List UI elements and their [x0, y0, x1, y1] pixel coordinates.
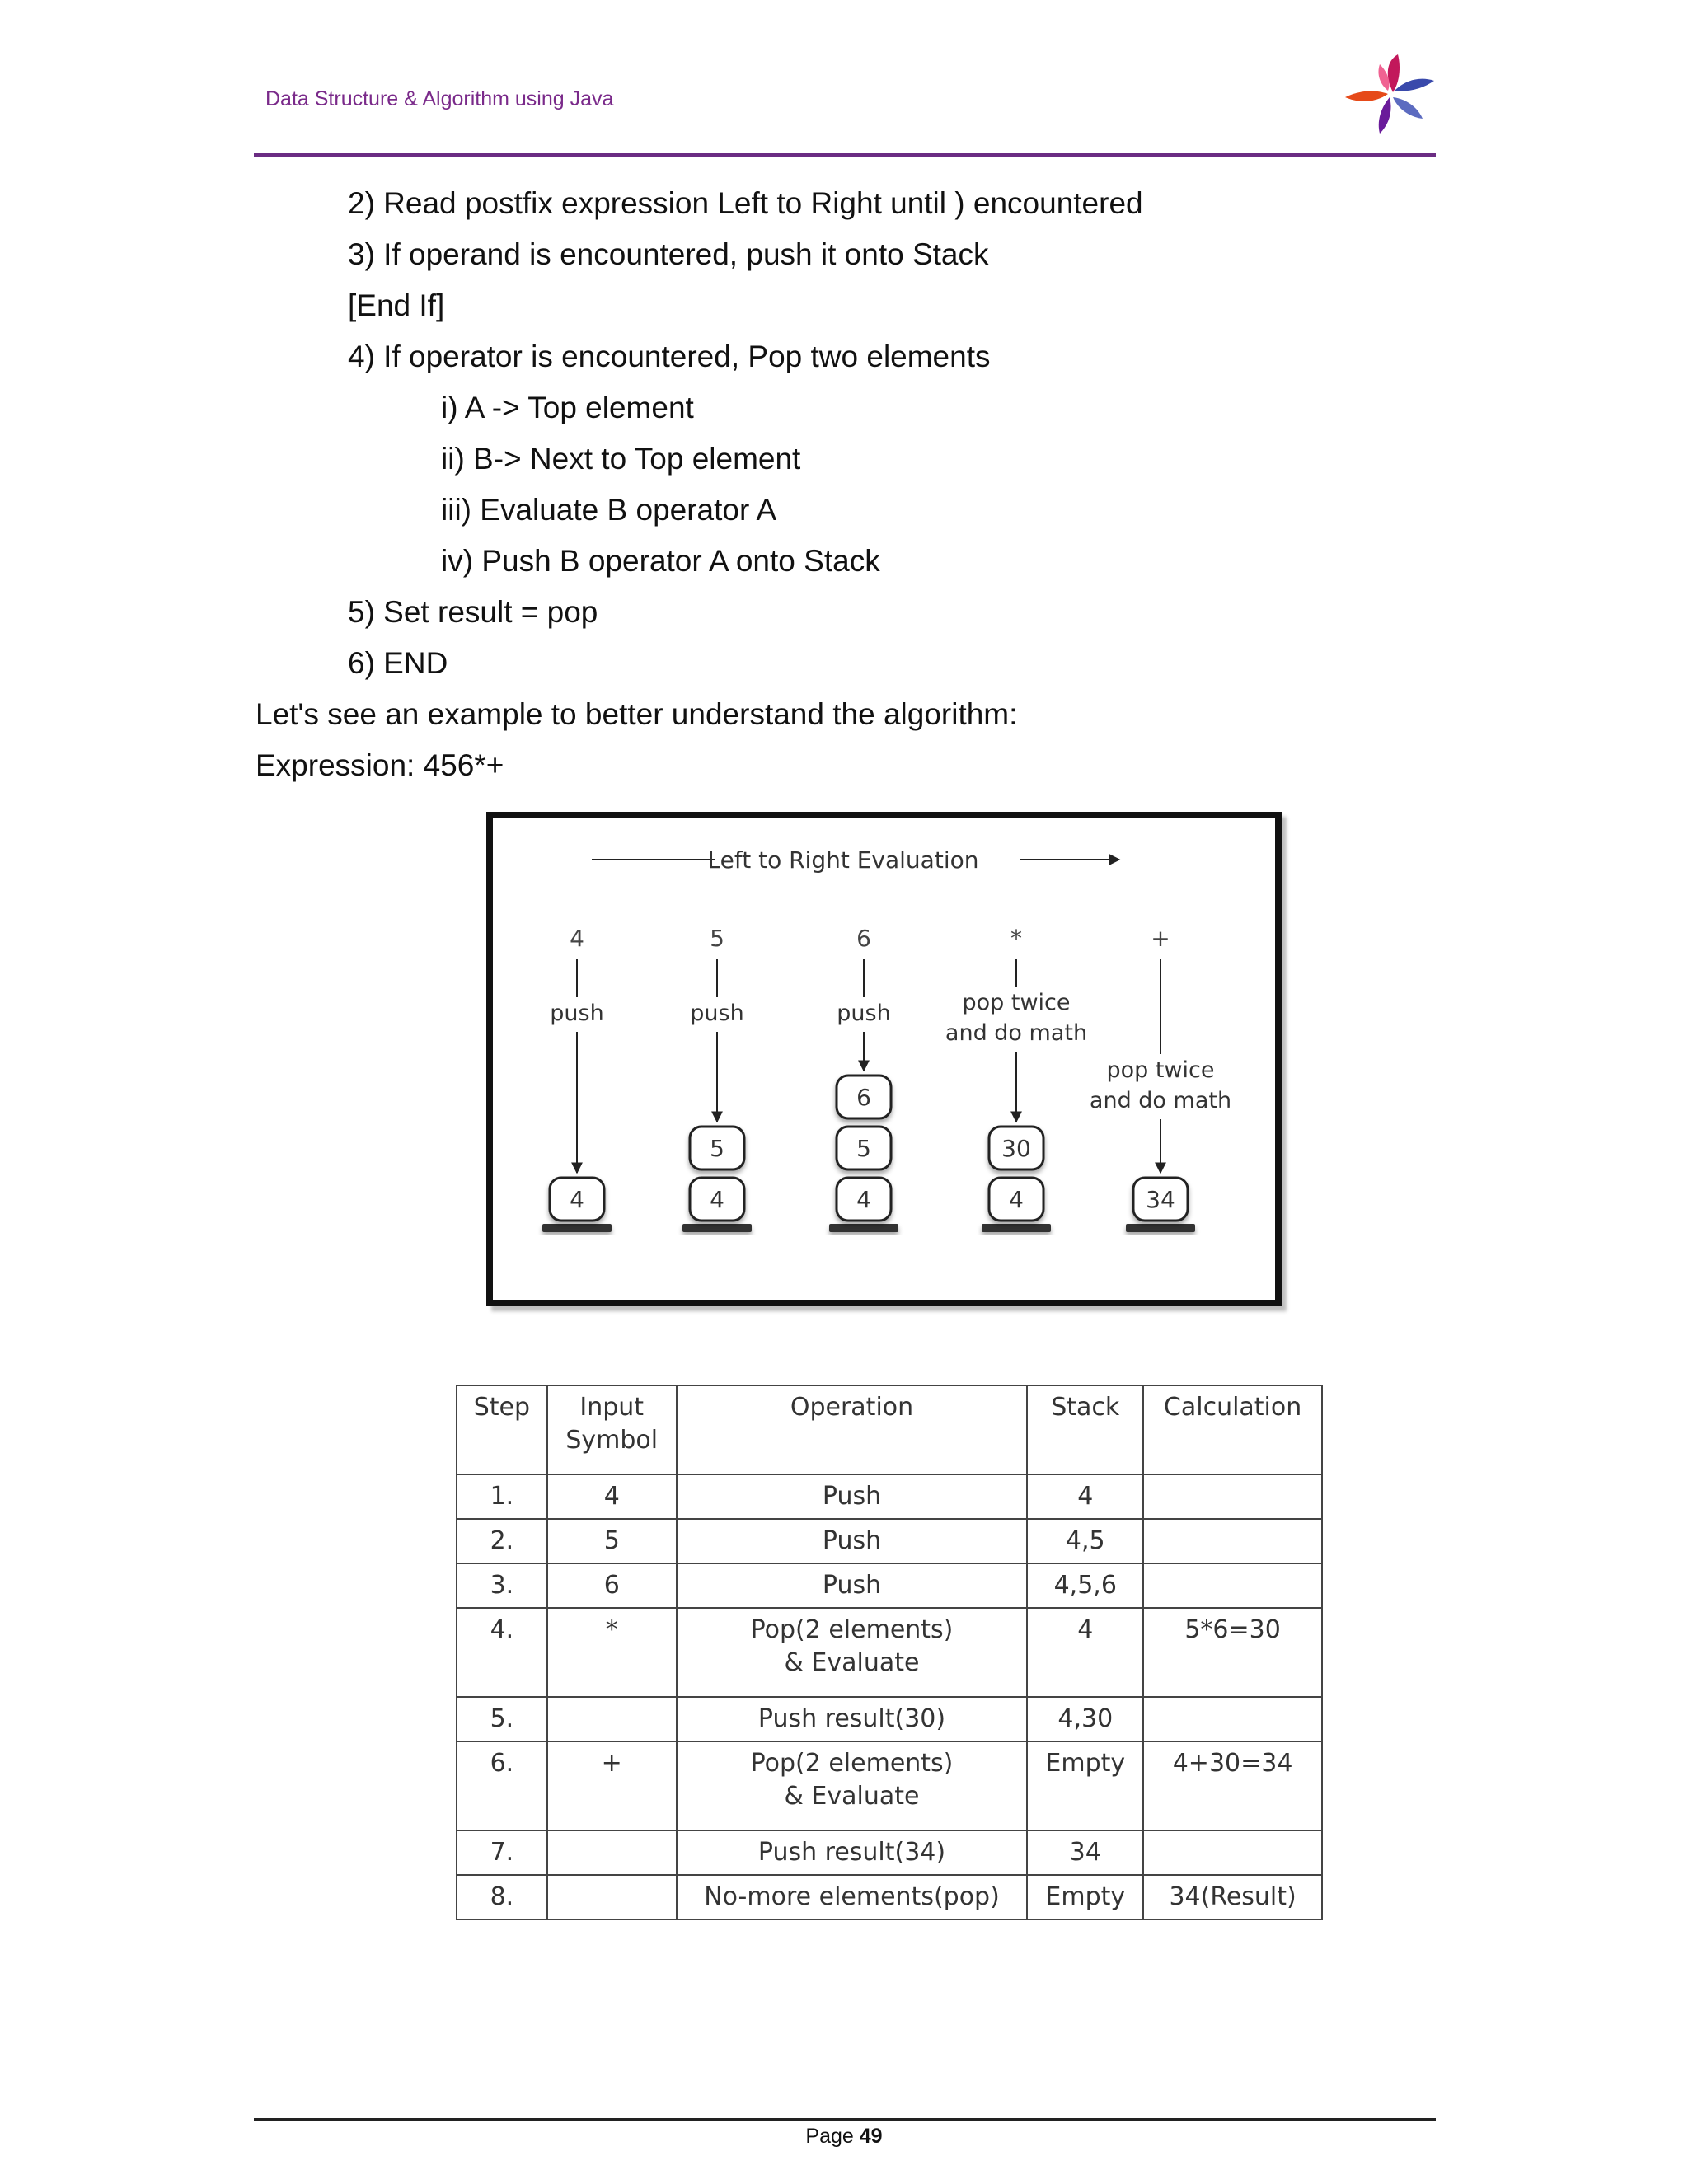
- stack-base: [829, 1224, 898, 1232]
- step-label: and do math: [945, 1020, 1088, 1046]
- cell-stack: 4: [1027, 1474, 1143, 1519]
- cell-step: 6.: [457, 1741, 547, 1830]
- cell-step: 8.: [457, 1875, 547, 1919]
- stack-cell-value: 6: [856, 1084, 871, 1111]
- header-title: Data Structure & Algorithm using Java: [265, 87, 614, 110]
- pinwheel-logo-icon: [1343, 51, 1438, 138]
- algorithm-substep: ii) B-> Next to Top element: [441, 442, 801, 476]
- cell-symbol: [547, 1697, 677, 1741]
- stack-cell-value: 5: [710, 1135, 724, 1162]
- cell-symbol: 6: [547, 1563, 677, 1608]
- header-step: Step: [457, 1385, 547, 1474]
- cell-operation: Pop(2 elements) & Evaluate: [677, 1608, 1028, 1697]
- input-symbol: 4: [570, 925, 584, 952]
- cell-symbol: 4: [547, 1474, 677, 1519]
- stack-cell-value: 30: [1001, 1135, 1031, 1162]
- step-label: and do math: [1089, 1088, 1232, 1113]
- cell-symbol: *: [547, 1608, 677, 1697]
- stack-cell-value: 34: [1146, 1186, 1175, 1213]
- cell-step: 5.: [457, 1697, 547, 1741]
- step-label: push: [550, 1001, 604, 1026]
- algorithm-step: [End If]: [348, 288, 445, 322]
- algorithm-step: 5) Set result = pop: [348, 595, 598, 629]
- cell-step: 2.: [457, 1519, 547, 1563]
- table-row: [457, 1875, 1322, 1919]
- evaluation-figure: [486, 812, 1282, 1306]
- cell-calculation: 34(Result): [1143, 1875, 1322, 1919]
- page-footer: [0, 2125, 1688, 2149]
- input-symbol: 5: [710, 925, 724, 952]
- step-label: push: [837, 1001, 891, 1026]
- table-header-row: [457, 1385, 1322, 1474]
- stack-base: [542, 1224, 612, 1232]
- intro-text: Let's see an example to better understand the algorithm:: [256, 697, 1018, 731]
- table-row: [457, 1519, 1322, 1563]
- table-row: [457, 1563, 1322, 1608]
- stack-base: [982, 1224, 1051, 1232]
- stack-cell-value: 4: [856, 1186, 871, 1213]
- page-label: Page: [805, 2125, 854, 2148]
- cell-symbol: [547, 1875, 677, 1919]
- stack-base: [682, 1224, 752, 1232]
- evaluation-diagram: [493, 818, 1276, 1301]
- algorithm-substep: iv) Push B operator A onto Stack: [441, 544, 880, 578]
- algorithm-step: 2) Read postfix expression Left to Right until ) encountered: [348, 186, 1143, 220]
- cell-calculation: [1143, 1697, 1322, 1741]
- cell-calculation: [1143, 1563, 1322, 1608]
- header-rule: [254, 153, 1436, 157]
- input-symbol: *: [1010, 925, 1022, 952]
- cell-operation: Push: [677, 1563, 1028, 1608]
- algorithm-substep: i) A -> Top element: [441, 391, 694, 424]
- cell-operation: Push result(34): [677, 1830, 1028, 1875]
- input-symbol: 6: [856, 925, 871, 952]
- algorithm-substep: iii) Evaluate B operator A: [441, 493, 777, 527]
- header-calculation: Calculation: [1143, 1385, 1322, 1474]
- cell-calculation: 4+30=34: [1143, 1741, 1322, 1830]
- table-row: [457, 1474, 1322, 1519]
- cell-operation: Pop(2 elements) & Evaluate: [677, 1741, 1028, 1830]
- cell-calculation: [1143, 1830, 1322, 1875]
- algorithm-step: 4) If operator is encountered, Pop two elements: [348, 340, 991, 373]
- stack-cell-value: 4: [1009, 1186, 1024, 1213]
- cell-step: 7.: [457, 1830, 547, 1875]
- cell-stack: 4,5: [1027, 1519, 1143, 1563]
- step-label: push: [690, 1001, 744, 1026]
- stack-cell-value: 4: [570, 1186, 584, 1213]
- footer-rule: [254, 2118, 1436, 2121]
- header-operation: Operation: [677, 1385, 1028, 1474]
- cell-operation: No-more elements(pop): [677, 1875, 1028, 1919]
- stack-cell-value: 5: [856, 1135, 871, 1162]
- table-row: [457, 1741, 1322, 1830]
- algorithm-step: 6) END: [348, 646, 448, 680]
- evaluation-table: [456, 1385, 1323, 1920]
- algorithm-step: 3) If operand is encountered, push it onto Stack: [348, 237, 989, 271]
- step-label: pop twice: [962, 990, 1071, 1015]
- page-number: 49: [859, 2125, 883, 2148]
- step-label: pop twice: [1106, 1057, 1215, 1083]
- cell-stack: 34: [1027, 1830, 1143, 1875]
- cell-stack: Empty: [1027, 1741, 1143, 1830]
- cell-operation: Push: [677, 1519, 1028, 1563]
- cell-step: 3.: [457, 1563, 547, 1608]
- header-stack: Stack: [1027, 1385, 1143, 1474]
- cell-symbol: [547, 1830, 677, 1875]
- cell-operation: Push: [677, 1474, 1028, 1519]
- stack-cell-value: 4: [710, 1186, 724, 1213]
- cell-stack: 4,30: [1027, 1697, 1143, 1741]
- cell-stack: 4,5,6: [1027, 1563, 1143, 1608]
- cell-calculation: [1143, 1519, 1322, 1563]
- cell-calculation: 5*6=30: [1143, 1608, 1322, 1697]
- cell-step: 4.: [457, 1608, 547, 1697]
- cell-symbol: 5: [547, 1519, 677, 1563]
- header-input-symbol: Input Symbol: [547, 1385, 677, 1474]
- cell-step: 1.: [457, 1474, 547, 1519]
- cell-stack: Empty: [1027, 1875, 1143, 1919]
- stack-base: [1126, 1224, 1195, 1232]
- cell-stack: 4: [1027, 1608, 1143, 1697]
- table-row: [457, 1830, 1322, 1875]
- table-row: [457, 1697, 1322, 1741]
- table-row: [457, 1608, 1322, 1697]
- cell-calculation: [1143, 1474, 1322, 1519]
- figure-title: Left to Right Evaluation: [707, 846, 979, 874]
- expression-text: Expression: 456*+: [256, 748, 504, 782]
- cell-operation: Push result(30): [677, 1697, 1028, 1741]
- input-symbol: +: [1151, 925, 1170, 952]
- cell-symbol: +: [547, 1741, 677, 1830]
